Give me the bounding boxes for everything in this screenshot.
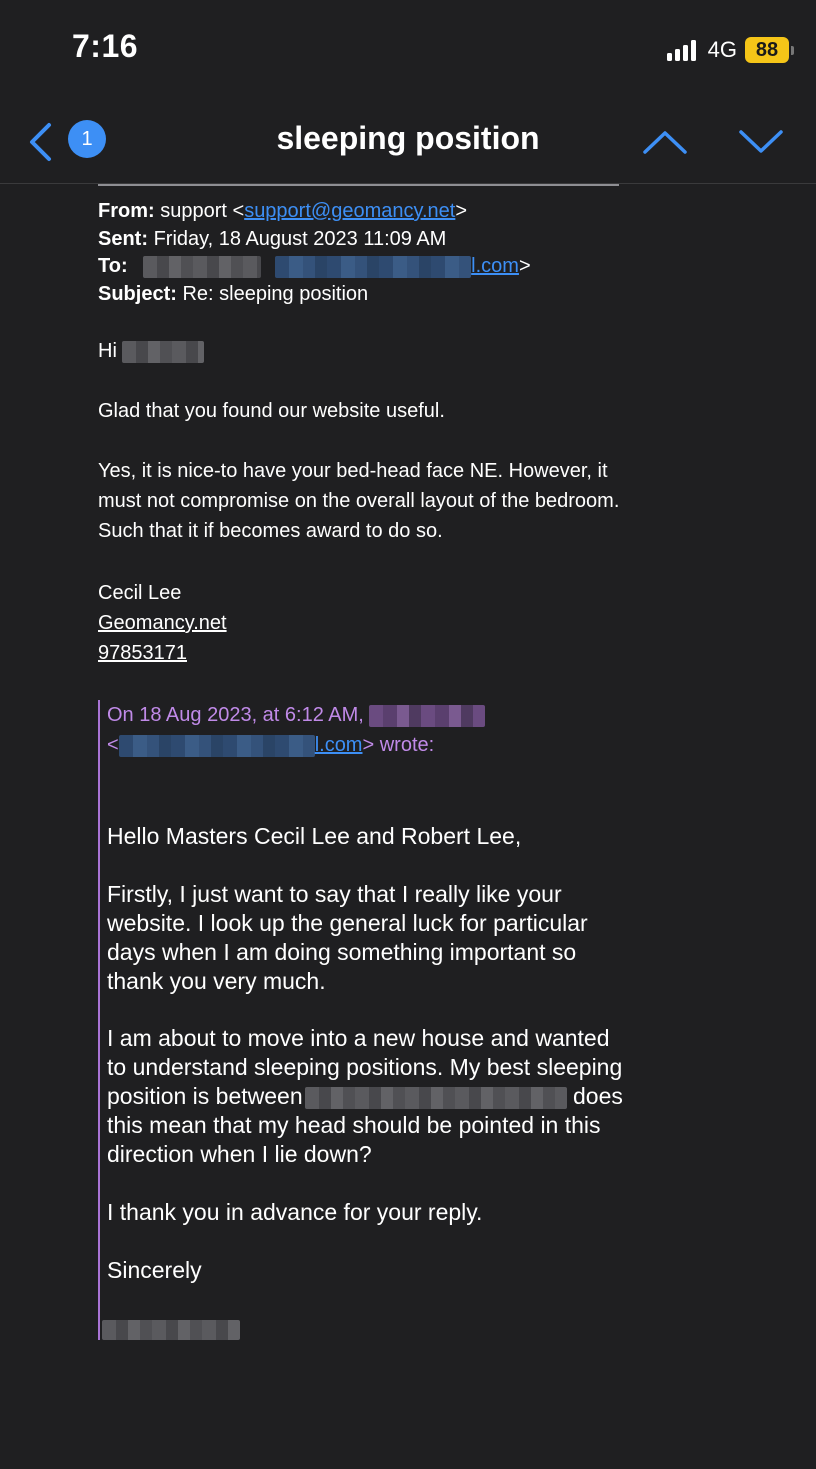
redacted-greeting-name bbox=[122, 341, 204, 363]
redacted-recipient-name bbox=[143, 256, 261, 278]
reply-paragraph-2: Yes, it is nice-to have your bed-head face NE. However, it must not compromise on the overall layout of the bedroom. Such that it if becomes award to do so. bbox=[98, 460, 620, 542]
network-type: 4G bbox=[707, 37, 737, 62]
quote-header-line-1 bbox=[107, 700, 485, 730]
from-close: > bbox=[455, 200, 468, 222]
quote-paragraph-2-end: does this mean that my head should be pointed in this direction when I lie down? bbox=[107, 1083, 623, 1167]
quote-header-line-2 bbox=[107, 730, 485, 760]
quote-open: < bbox=[107, 734, 119, 756]
redacted-sender-email bbox=[119, 735, 315, 757]
navigation-bar bbox=[0, 100, 816, 184]
greeting-text: Hi bbox=[98, 340, 123, 362]
battery-level: 88 bbox=[745, 37, 789, 63]
chevron-down-icon bbox=[738, 129, 784, 155]
quote-wrote: > wrote: bbox=[362, 734, 435, 756]
status-time: 7:16 bbox=[72, 28, 139, 64]
subject-value: Re: sleeping position bbox=[182, 282, 369, 305]
to-row bbox=[98, 253, 531, 281]
from-label: From: bbox=[98, 200, 155, 222]
page-title: sleeping position bbox=[276, 120, 540, 156]
redacted-sender-name bbox=[369, 705, 485, 727]
quote-salutation: Hello Masters Cecil Lee and Robert Lee, bbox=[107, 823, 522, 849]
next-message-button[interactable] bbox=[736, 122, 786, 162]
quote-header bbox=[107, 700, 485, 760]
redacted-direction bbox=[305, 1087, 567, 1109]
to-close: > bbox=[518, 255, 531, 277]
subject-row bbox=[98, 281, 531, 309]
unread-count-badge: 1 bbox=[68, 120, 106, 158]
quote-paragraph-2-start: I am about to move into a new house and wanted to understand sleeping positions. My best sleeping position is between bbox=[107, 1025, 623, 1109]
to-email-link[interactable]: l.com bbox=[471, 255, 519, 277]
signature-phone-link[interactable]: 97853171 bbox=[98, 642, 187, 664]
chevron-up-icon bbox=[642, 129, 688, 155]
battery-icon bbox=[745, 37, 794, 63]
email-header bbox=[98, 198, 531, 308]
quote-paragraph-1: Firstly, I just want to say that I really like your website. I look up the general luck for particular days when I am doing something important so thank you very much. bbox=[107, 881, 588, 994]
sent-value: Friday, 18 August 2023 11:09 AM bbox=[153, 227, 447, 250]
quote-paragraph-3: I thank you in advance for your reply. bbox=[107, 1199, 483, 1225]
from-row bbox=[98, 198, 531, 226]
quote-paragraph-2 bbox=[107, 1024, 632, 1169]
previous-message-button[interactable] bbox=[640, 122, 690, 162]
quote-closing: Sincerely bbox=[107, 1257, 202, 1283]
status-indicators bbox=[667, 36, 794, 64]
battery-tip bbox=[791, 46, 794, 55]
signature-website-link[interactable]: Geomancy.net bbox=[98, 612, 227, 634]
signature bbox=[98, 578, 628, 668]
quote-bar bbox=[98, 700, 100, 1340]
from-email-link[interactable]: support@geomancy.net bbox=[244, 200, 456, 222]
signature-name: Cecil Lee bbox=[98, 582, 182, 604]
quote-email-link[interactable]: l.com bbox=[314, 734, 363, 756]
subject-label: Subject: bbox=[98, 282, 177, 305]
status-bar bbox=[0, 0, 816, 100]
to-label: To: bbox=[98, 255, 128, 277]
quote-date: On 18 Aug 2023, at 6:12 AM, bbox=[107, 704, 370, 726]
redacted-signature bbox=[102, 1320, 240, 1340]
header-divider bbox=[98, 184, 619, 186]
sent-label: Sent: bbox=[98, 227, 148, 250]
greeting-line bbox=[98, 336, 628, 366]
reply-paragraph-1: Glad that you found our website useful. bbox=[98, 400, 445, 422]
from-name: support < bbox=[160, 200, 245, 222]
cellular-signal-icon bbox=[667, 39, 696, 61]
redacted-recipient-email bbox=[275, 256, 471, 278]
sent-row bbox=[98, 226, 531, 254]
